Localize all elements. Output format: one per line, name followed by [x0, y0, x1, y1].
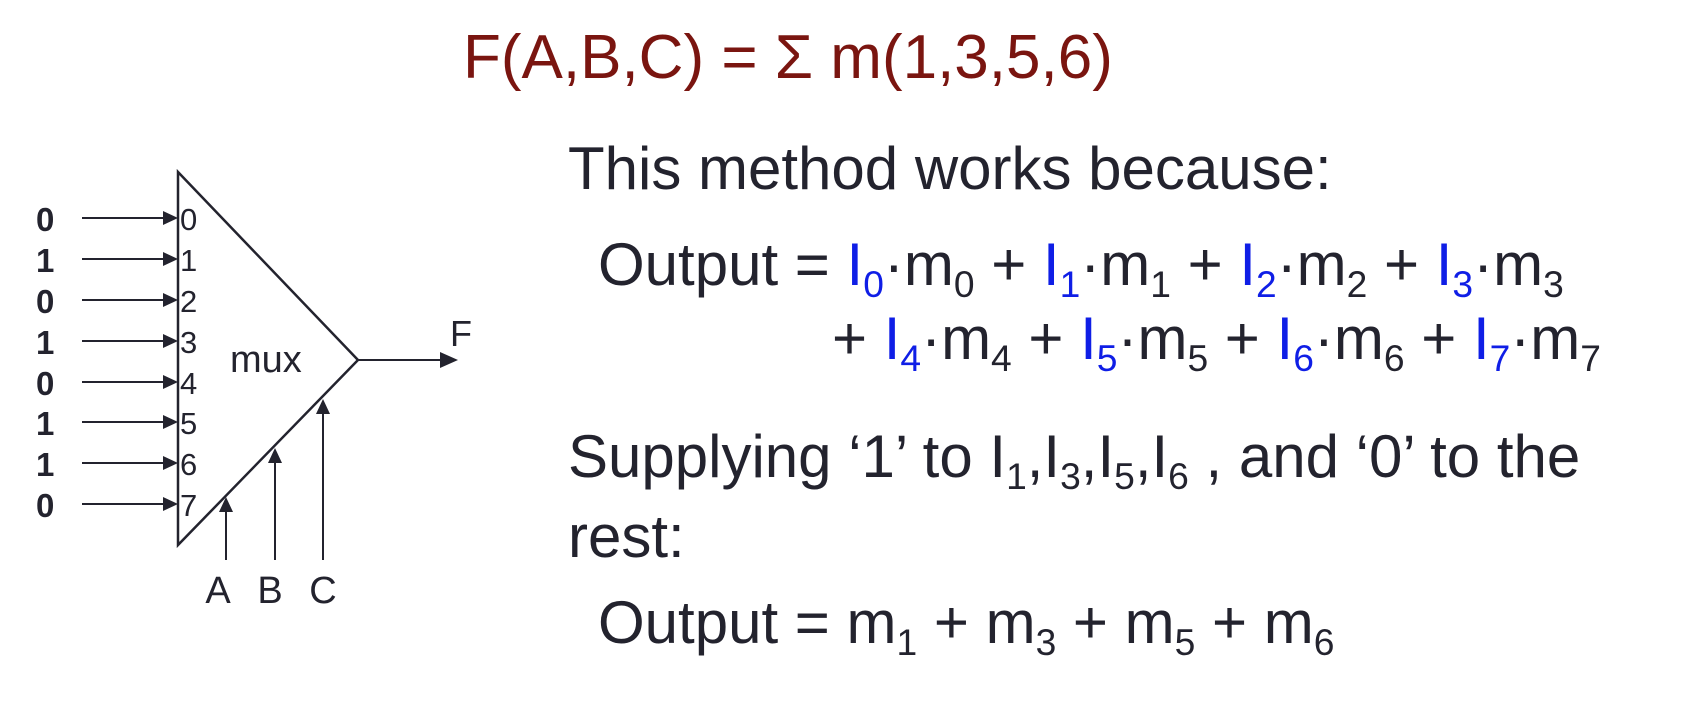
dot-operator: · — [921, 305, 942, 372]
minterm-term: $m_7$ — [1530, 305, 1601, 379]
minterm-term: $m_2$ — [1296, 231, 1368, 305]
output-label-f: F — [450, 313, 472, 354]
input-arrowhead — [163, 375, 178, 389]
input-term: $I_6$ — [1276, 305, 1314, 379]
input-term: $I_1$ — [1042, 231, 1081, 305]
input-index-label: 1 — [180, 243, 198, 278]
minterm-term: $m_0$ — [903, 231, 975, 305]
rest-text: rest: — [568, 503, 685, 570]
input-term: $I_7$ — [1472, 305, 1511, 379]
plus-sign: + — [1056, 589, 1125, 656]
dot-operator: · — [1117, 305, 1138, 372]
comma: , — [1026, 423, 1044, 490]
data-input-value: 0 — [36, 283, 55, 320]
minterm-term: $m_6$ — [1333, 305, 1405, 379]
input-index-label: 0 — [180, 202, 198, 237]
output-word: Output — [598, 231, 779, 298]
supplied-input: $I_5$ — [1097, 423, 1135, 497]
select-label: B — [257, 570, 283, 612]
input-arrowhead — [163, 334, 178, 348]
result-equals: = — [794, 589, 830, 656]
supplied-input: $I_3$ — [1043, 423, 1081, 497]
supplying-pre: Supplying ‘1’ to — [568, 423, 990, 490]
plus-sign: + — [917, 589, 986, 656]
input-index-label: 7 — [180, 488, 198, 523]
plus-sign: + — [1170, 231, 1240, 298]
select-lines — [205, 399, 336, 612]
explanation-heading: This method works because: — [568, 135, 1332, 202]
supplying-post: , and ‘0’ to the — [1188, 423, 1581, 490]
minterm-term: $m_1$ — [1100, 231, 1171, 305]
input-arrowhead — [163, 497, 178, 511]
input-term: $I_5$ — [1080, 305, 1118, 379]
output-arrowhead — [440, 352, 458, 368]
supplying-inputs — [989, 423, 1189, 497]
input-arrowhead — [163, 415, 178, 429]
minterm-term: $m_4$ — [941, 305, 1012, 379]
equals-sign: = — [794, 231, 830, 298]
plus-sign: + — [1195, 589, 1264, 656]
select-label: C — [309, 570, 337, 612]
comma: , — [1080, 423, 1098, 490]
input-index-label: 3 — [180, 325, 198, 360]
input-term: $I_3$ — [1435, 231, 1474, 305]
result-minterm: $m_1$ — [846, 589, 918, 663]
input-index-label: 4 — [180, 366, 198, 401]
input-index-label: 6 — [180, 447, 198, 482]
data-input-value: 1 — [36, 446, 55, 483]
input-arrowhead — [163, 252, 178, 266]
supplying-text — [568, 422, 1581, 497]
dot-operator: · — [1473, 231, 1494, 298]
minterm-term: $m_3$ — [1493, 231, 1564, 305]
comma: , — [1134, 423, 1152, 490]
input-term: $I_0$ — [846, 231, 884, 305]
minterm-term: $m_5$ — [1137, 305, 1209, 379]
output-equation-line1 — [598, 230, 1564, 305]
dot-operator: · — [1080, 231, 1101, 298]
data-input-value: 1 — [36, 405, 55, 442]
equation-title: F(A,B,C) = Σ m(1,3,5,6) — [463, 23, 1113, 92]
mux-label: mux — [230, 339, 302, 381]
dot-operator: · — [1276, 231, 1297, 298]
result-minterm: $m_6$ — [1263, 589, 1335, 663]
line2-plus: + — [832, 305, 868, 372]
data-input-value: 1 — [36, 242, 55, 279]
result-minterm: $m_3$ — [985, 589, 1057, 663]
plus-sign: + — [1208, 305, 1277, 372]
plus-sign: + — [1404, 305, 1473, 372]
line1-terms — [846, 231, 1564, 305]
input-term: $I_2$ — [1239, 231, 1277, 305]
input-index-label: 2 — [180, 284, 198, 319]
result-equation — [598, 588, 1335, 663]
line2-terms — [883, 305, 1601, 379]
plus-sign: + — [974, 231, 1043, 298]
output-equation-line2 — [832, 304, 1601, 379]
data-input-value: 1 — [36, 324, 55, 361]
select-label: A — [205, 570, 231, 612]
result-output-word: Output — [598, 589, 779, 656]
plus-sign: + — [1011, 305, 1081, 372]
result-terms — [846, 589, 1335, 663]
input-arrowhead — [163, 293, 178, 307]
dot-operator: · — [1510, 305, 1531, 372]
result-minterm: $m_5$ — [1124, 589, 1196, 663]
input-lines — [36, 201, 197, 524]
input-term: $I_4$ — [883, 305, 922, 379]
input-index-label: 5 — [180, 406, 198, 441]
input-arrowhead — [163, 211, 178, 225]
data-input-value: 0 — [36, 201, 55, 238]
input-arrowhead — [163, 456, 178, 470]
dot-operator: · — [1313, 305, 1334, 372]
data-input-value: 0 — [36, 487, 55, 524]
supplied-input: $I_6$ — [1151, 423, 1189, 497]
supplied-input: $I_1$ — [989, 423, 1027, 497]
data-input-value: 0 — [36, 365, 55, 402]
plus-sign: + — [1367, 231, 1436, 298]
dot-operator: · — [883, 231, 904, 298]
